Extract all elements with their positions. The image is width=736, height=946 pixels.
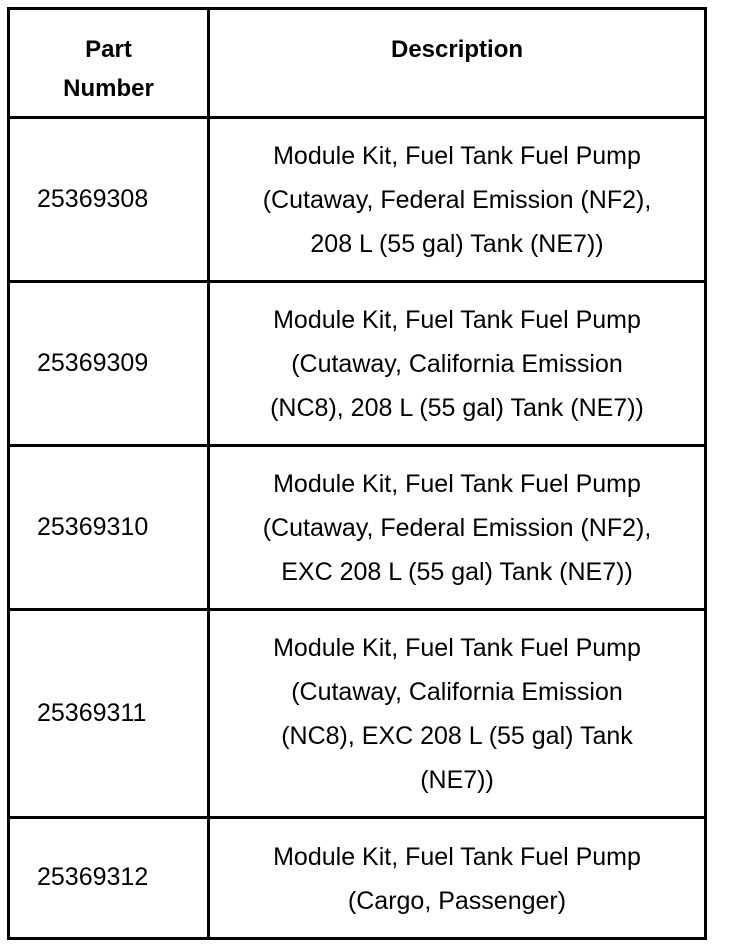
description-line: (Cutaway, California Emission xyxy=(291,349,623,378)
part-number-cell: 25369311 xyxy=(9,610,209,818)
description-line: (Cutaway, California Emission xyxy=(291,677,623,706)
part-number-cell: 25369310 xyxy=(9,446,209,610)
header-part-number-line-1: Part xyxy=(85,36,132,63)
description-cell xyxy=(209,118,706,282)
table-row xyxy=(9,446,706,610)
header-part-number-line-2: Number xyxy=(63,75,154,102)
description-line: Module Kit, Fuel Tank Fuel Pump xyxy=(273,633,641,662)
description-line: (NC8), EXC 208 L (55 gal) Tank xyxy=(281,721,633,750)
part-number-cell: 25369312 xyxy=(9,818,209,939)
description-line: Module Kit, Fuel Tank Fuel Pump xyxy=(273,843,641,871)
description-line: (Cutaway, Federal Emission (NF2), xyxy=(262,513,652,542)
description-line: (Cargo, Passenger) xyxy=(347,887,567,915)
part-number-cell: 25369308 xyxy=(9,118,209,282)
description-line: (NC8), 208 L (55 gal) Tank (NE7)) xyxy=(270,393,644,422)
description-line: EXC 208 L (55 gal) Tank (NE7)) xyxy=(281,557,633,586)
description-cell xyxy=(209,282,706,446)
table-row xyxy=(9,610,706,818)
description-line: Module Kit, Fuel Tank Fuel Pump xyxy=(273,469,641,498)
part-number-cell: 25369309 xyxy=(9,282,209,446)
table-row xyxy=(9,818,706,939)
description-cell xyxy=(209,446,706,610)
description-line: 208 L (55 gal) Tank (NE7)) xyxy=(310,229,604,258)
description-line: Module Kit, Fuel Tank Fuel Pump xyxy=(273,141,641,170)
description-line: (Cutaway, Federal Emission (NF2), xyxy=(262,185,652,214)
table-header-row xyxy=(9,9,706,118)
header-description xyxy=(209,9,706,118)
description-line: (NE7)) xyxy=(420,765,494,794)
table-row xyxy=(9,282,706,446)
header-part-number xyxy=(9,9,209,118)
description-cell xyxy=(209,818,706,939)
description-line: Module Kit, Fuel Tank Fuel Pump xyxy=(273,305,641,334)
parts-table xyxy=(7,7,707,940)
table-row xyxy=(9,118,706,282)
header-description-line-1: Description xyxy=(390,36,524,63)
description-cell xyxy=(209,610,706,818)
